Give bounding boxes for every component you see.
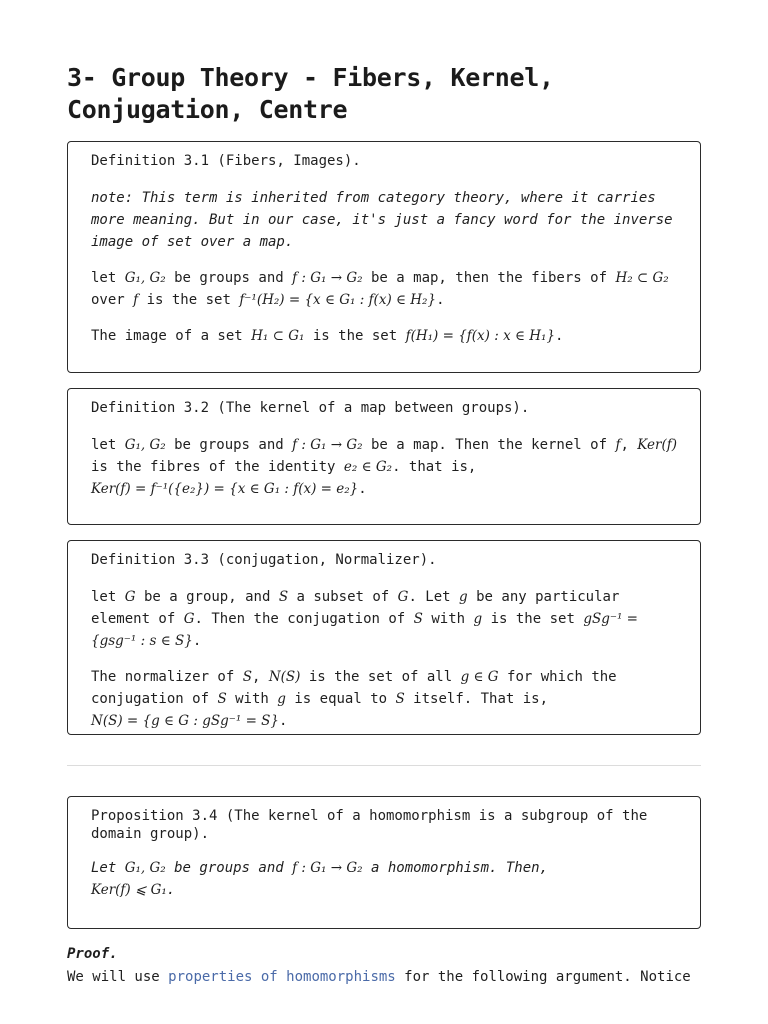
text-run: be any particular element of (91, 589, 620, 627)
text-run: for which the conjugation of (91, 669, 617, 707)
page-title: 3- Group Theory - Fibers, Kernel, Conjugation, Centre (67, 63, 554, 124)
text-run: is the set of all (300, 669, 461, 685)
text-run: is the set (138, 292, 240, 308)
text-run: over (91, 292, 134, 308)
text-run: . Then the conjugation of (194, 611, 414, 627)
text-run: is the set (304, 328, 406, 344)
text-run: be groups and (165, 270, 293, 286)
math-run: g ∈ G (460, 669, 499, 685)
definition-3-3-normalizer-text (91, 666, 677, 732)
math-run: f : G₁ → G₂ (292, 437, 363, 453)
definition-3-1-image-text (91, 325, 677, 347)
math-run: G₁, G₂ (124, 437, 166, 453)
text-run: let (91, 437, 125, 453)
math-run: G (397, 589, 409, 605)
text-run: , (251, 669, 269, 685)
math-run: f : G₁ → G₂ (292, 270, 363, 286)
definition-3-1-heading: Definition 3.1 (Fibers, Images). (91, 153, 361, 169)
text-run: be groups and (165, 437, 293, 453)
math-run: G (124, 589, 136, 605)
proposition-3-4-statement (91, 857, 677, 901)
text-run: , (620, 437, 638, 453)
text-run: itself. That is, (404, 691, 549, 707)
definition-3-3-box (67, 540, 701, 735)
definition-3-3-conjugation-text (91, 586, 677, 652)
text-run: a homomorphism. Then, (362, 860, 548, 876)
math-run: f (133, 292, 139, 308)
text-run: for the following argument. Notice (395, 969, 691, 985)
text-run: be groups and (165, 860, 293, 876)
text-run: let (91, 589, 125, 605)
text-run: is the set (482, 611, 584, 627)
math-run: g (459, 589, 468, 605)
text-run: . (358, 481, 367, 497)
text-run: . (192, 633, 202, 649)
math-run: e₂ ∈ G₂ (343, 459, 393, 475)
math-run: f : G₁ → G₂ (292, 860, 363, 876)
math-run: G₁, G₂ (124, 860, 166, 876)
proposition-3-4-box (67, 796, 701, 929)
proposition-3-4-heading: Proposition 3.4 (The kernel of a homomorphism is a subgroup of the domain group). (91, 808, 648, 842)
math-run: S (413, 611, 423, 627)
math-run: g (473, 611, 483, 627)
math-run: S (278, 589, 289, 605)
text-run: is equal to (285, 691, 396, 707)
math-run: S (217, 691, 227, 707)
text-run: . Let (408, 589, 460, 605)
math-run: f(H₁) = {f(x) : x ∈ H₁} (405, 328, 556, 344)
definition-3-1-box (67, 141, 701, 373)
section-divider (67, 765, 701, 766)
math-run: H₁ ⊂ G₁ (251, 328, 305, 344)
math-run: G (183, 611, 195, 627)
text-run: be a map. Then the kernel of (362, 437, 616, 453)
math-run: G₁, G₂ (124, 270, 166, 286)
text-run: Let (91, 860, 125, 876)
text-run: The image of a set (91, 328, 252, 344)
text-run: with (226, 691, 278, 707)
proof-text (67, 966, 717, 988)
proof-label: Proof. (67, 946, 118, 962)
properties-of-homomorphisms-link[interactable]: properties of homomorphisms (168, 969, 396, 985)
math-run: g (277, 691, 286, 707)
text-run: be a map, then the fibers of (362, 270, 616, 286)
text-run: a subset of (288, 589, 398, 605)
text-run: We will use (67, 969, 169, 985)
definition-3-2-kernel-text (91, 434, 677, 500)
math-run: Ker(f) = f⁻¹({e₂}) = {x ∈ G₁ : f(x) = e₂} (91, 481, 359, 497)
text-run: let (91, 270, 125, 286)
definition-3-3-heading: Definition 3.3 (conjugation, Normalizer). (91, 552, 437, 568)
math-run: f (615, 437, 621, 453)
math-run: N(S) = {g ∈ G : gSg⁻¹ = S} (91, 713, 280, 729)
definition-3-1-note: note: This term is inherited from category theory, where it carries more meaning. But in our case, it's just a fancy word for the inverse image of set over a map. (91, 190, 673, 250)
text-run: be a group, and (135, 589, 279, 605)
math-run: N(S) (268, 669, 301, 685)
text-run: . (279, 713, 288, 729)
text-run: . (166, 882, 176, 898)
math-run: Ker(f) (637, 437, 677, 453)
text-run: . (436, 292, 445, 308)
math-run: Ker(f) ⩽ G₁ (91, 882, 167, 898)
text-run: with (422, 611, 474, 627)
math-run: f⁻¹(H₂) = {x ∈ G₁ : f(x) ∈ H₂} (239, 292, 437, 308)
text-run: . (555, 328, 564, 344)
text-run: The normalizer of (91, 669, 243, 685)
math-run: H₂ ⊂ G₂ (615, 270, 669, 286)
math-run: gSg⁻¹ = {gsg⁻¹ : s ∈ S} (91, 611, 638, 649)
definition-3-1-fibers-text (91, 267, 677, 311)
math-run: S (242, 669, 252, 685)
definition-3-2-box (67, 388, 701, 525)
math-run: S (395, 691, 405, 707)
text-run: is the fibres of the identity (91, 459, 344, 475)
definition-3-2-heading: Definition 3.2 (The kernel of a map between groups). (91, 400, 530, 416)
text-run: . that is, (392, 459, 477, 475)
